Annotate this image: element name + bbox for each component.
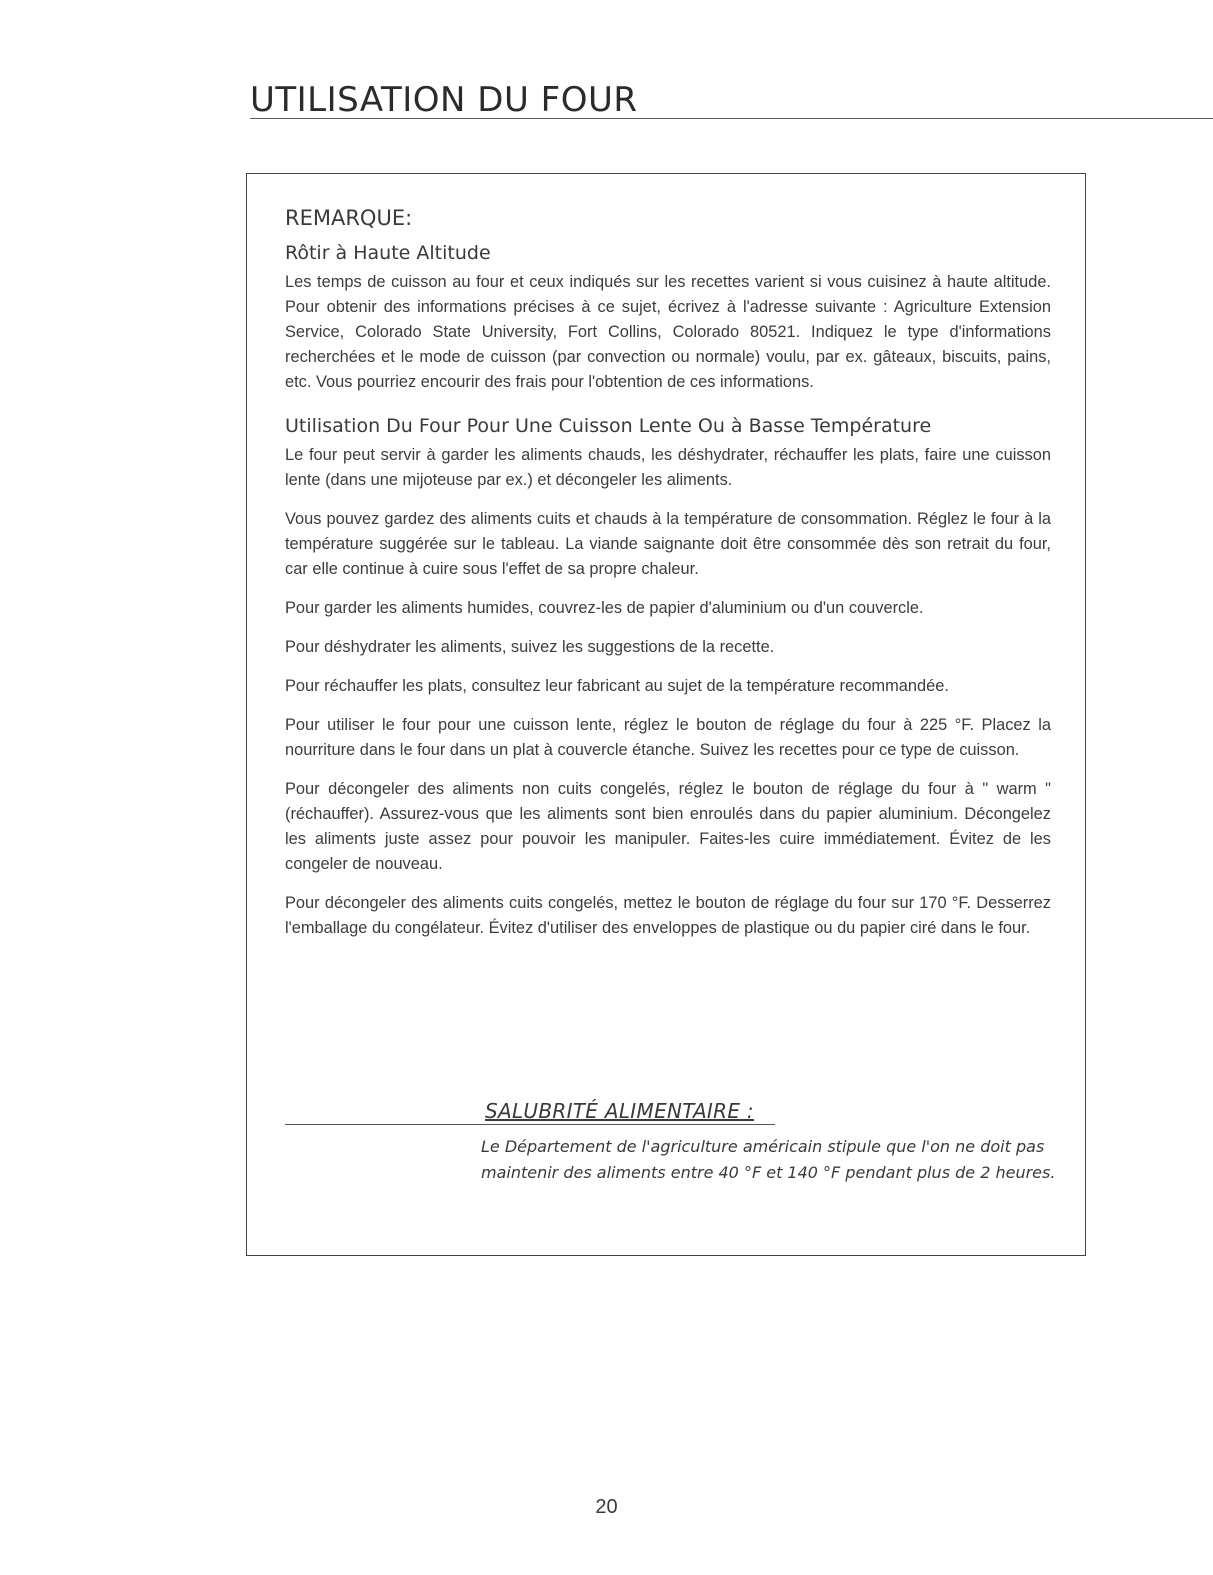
food-safety-divider <box>285 1124 775 1125</box>
paragraph-slow-cooking-3: Pour garder les aliments humides, couvrez-les de papier d'aluminium ou d'un couvercle. <box>285 599 924 617</box>
note-box <box>246 173 1086 1256</box>
paragraph-slow-cooking-2: Vous pouvez gardez des aliments cuits et chauds à la température de consommation. Réglez le four à la température suggérée sur le tableau. La viande saignante doit être consommée dès son retrait du four, car elle continue à cuire sous l'effet de sa propre chaleur. <box>285 510 1051 578</box>
paragraph-slow-cooking-4: Pour déshydrater les aliments, suivez les suggestions de la recette. <box>285 638 775 656</box>
section-heading-high-altitude: Rôtir à Haute Altitude <box>285 242 491 264</box>
page-number: 20 <box>595 1496 618 1518</box>
note-label: REMARQUE: <box>285 206 413 230</box>
paragraph-slow-cooking-5: Pour réchauffer les plats, consultez leur fabricant au sujet de la température recommandée. <box>285 677 949 695</box>
note-content <box>285 204 1051 955</box>
paragraph-slow-cooking-8: Pour décongeler des aliments cuits congelés, mettez le bouton de réglage du four sur 170 °F. Desserrez l'emballage du congélateur. Évitez d'utiliser des enveloppes de plastique ou du papier ciré dans le four. <box>285 894 1051 937</box>
paragraph-slow-cooking-7: Pour décongeler des aliments non cuits congelés, réglez le bouton de réglage du four à " warm " (réchauffer). Assurez-vous que les aliments sont bien enroulés dans du papier aluminium. Décongelez les aliments juste assez pour pouvoir les manipuler. Faites-les cuire immédiatement. Évitez de les congeler de nouveau. <box>285 780 1051 873</box>
paragraph-high-altitude: Les temps de cuisson au four et ceux indiqués sur les recettes varient si vous cuisinez à haute altitude. Pour obtenir des informations précises à ce sujet, écrivez à l'adresse suivante : Agriculture Extension Service, Colorado State University, Fort Collins, Colorado 80521. Indiquez le type d'informations recherchées et le mode de cuisson (par convection ou normale) voulu, par ex. gâteaux, biscuits, pains, etc. Vous pourriez encourir des frais pour l'obtention de ces informations. <box>285 273 1051 391</box>
paragraph-slow-cooking-6: Pour utiliser le four pour une cuisson lente, réglez le bouton de réglage du four à 225 °F. Placez la nourriture dans le four dans un plat à couvercle étanche. Suivez les recettes pour ce type de cuisson. <box>285 716 1051 759</box>
food-safety-title: SALUBRITÉ ALIMENTAIRE : <box>485 1099 754 1123</box>
page-title: UTILISATION DU FOUR <box>250 82 1213 119</box>
food-safety-text: Le Département de l'agriculture américain stipule que l'on ne doit pas maintenir des aliments entre 40 °F et 140 °F pendant plus de 2 heures. <box>481 1137 1056 1182</box>
section-heading-slow-cooking: Utilisation Du Four Pour Une Cuisson Lente Ou à Basse Température <box>285 415 932 437</box>
paragraph-slow-cooking-1: Le four peut servir à garder les aliments chauds, les déshydrater, réchauffer les plats, faire une cuisson lente (dans une mijoteuse par ex.) et décongeler les aliments. <box>285 446 1051 489</box>
